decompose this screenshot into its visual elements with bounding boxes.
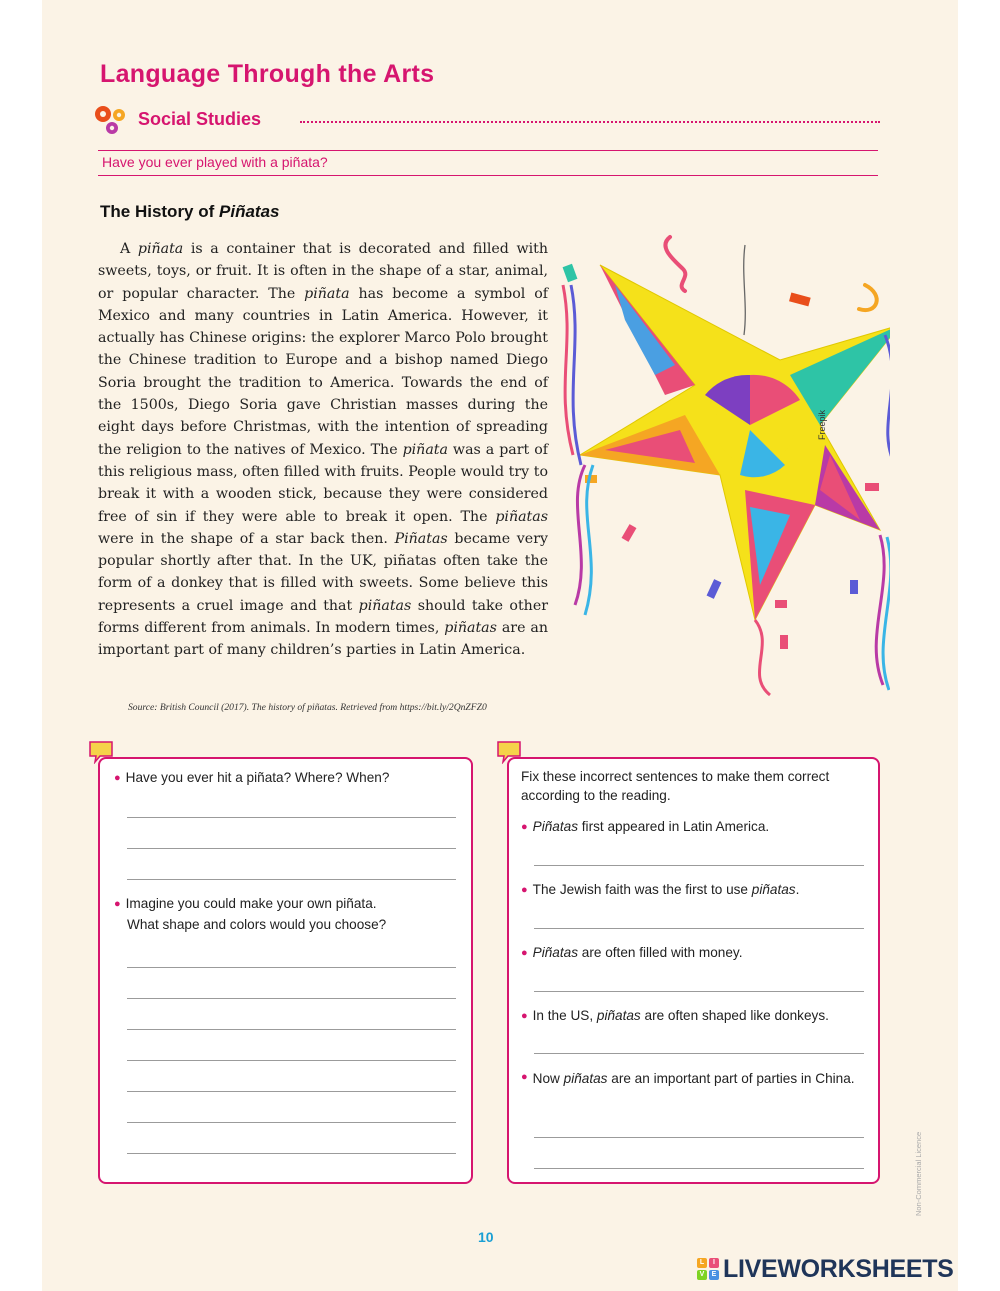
- correction-text-part: are often shaped like donkeys.: [640, 1008, 829, 1023]
- licence-note: Non-Commercial Licence: [914, 1131, 923, 1216]
- answer-line[interactable]: [127, 998, 456, 999]
- correction-item-text: [533, 1008, 829, 1023]
- logo-tile: L: [697, 1258, 707, 1268]
- article-text-part: piñatas: [444, 620, 497, 637]
- correction-item-text: [533, 882, 800, 897]
- article-text-part: is a container that is decorated and filled with sweets, toys, or fruit. It is often in the shape of a star, animal, or popular character. The: [98, 241, 548, 302]
- correction-item-text: [533, 945, 743, 960]
- logo-tiles-icon: [697, 1258, 719, 1280]
- correction-item-text: [533, 1069, 855, 1088]
- answer-line[interactable]: [534, 1137, 864, 1138]
- article-text-part: Piñatas: [394, 530, 448, 547]
- answer-line[interactable]: [534, 928, 864, 929]
- correction-text-part: Piñatas: [532, 819, 578, 834]
- page-number: 10: [478, 1229, 494, 1245]
- bullet-icon: ●: [521, 1010, 528, 1022]
- answer-line[interactable]: [127, 1122, 456, 1123]
- discussion-question-2-line-2: What shape and colors would you choose?: [127, 917, 387, 932]
- logo-tile: E: [709, 1270, 719, 1280]
- lead-question: Have you ever played with a piñata?: [102, 154, 328, 170]
- article-body: [98, 238, 548, 662]
- correction-text-part: In the US,: [532, 1008, 597, 1023]
- discussion-question-2-line-1: Imagine you could make your own piñata.: [125, 896, 377, 911]
- answer-line[interactable]: [127, 1060, 456, 1061]
- answer-line[interactable]: [127, 848, 456, 849]
- logo-tile: I: [709, 1258, 719, 1268]
- liveworksheets-logo[interactable]: [697, 1253, 954, 1285]
- correction-text-part: Now: [532, 1071, 564, 1086]
- article-text-part: piñata: [137, 241, 184, 257]
- article-source: Source: British Council (2017). The history of piñatas. Retrieved from https://bit.ly/2QnZFZ0: [128, 702, 487, 713]
- bullet-icon: ●: [114, 772, 121, 784]
- logo-tile: V: [697, 1270, 707, 1280]
- image-credit: Freepik: [817, 409, 827, 440]
- article-text-part: was a part of this religious mass, often filled with fruits. People would try to break it with a wooden stick, because they were considered free of sin if they were able to break it open. The: [98, 441, 548, 525]
- dotted-divider: [300, 121, 880, 123]
- article-paragraph: [98, 238, 548, 662]
- bullet-icon: ●: [521, 1071, 528, 1083]
- answer-line[interactable]: [127, 1029, 456, 1030]
- correction-item: [521, 1006, 829, 1027]
- correction-item: [521, 1069, 866, 1088]
- bullet-icon: ●: [114, 898, 121, 910]
- answer-line[interactable]: [127, 967, 456, 968]
- correction-text-part: The Jewish faith was the first to use: [532, 882, 752, 897]
- article-title-italic: Piñatas: [219, 202, 280, 221]
- gears-icon: [92, 103, 132, 137]
- correction-text-part: are an important part of parties in China.: [607, 1071, 855, 1086]
- correction-text-part: piñatas: [563, 1071, 608, 1086]
- lead-question-band: [98, 150, 878, 176]
- bullet-icon: ●: [521, 947, 528, 959]
- logo-text: LIVEWORKSHEETS: [723, 1254, 954, 1283]
- article-text-part: has become a symbol of Mexico and many countries in Latin America. However, it actually has Chinese origins: the explorer Marco Polo brought the Chinese tradition to Europe and a bishop named Diego Soria brought the tradition to America. Towards the end of the 1500s, Diego Soria gave Christian masses during the eight days before Christmas, with the intention of spreading the religion to the natives of Mexico. The: [98, 285, 548, 458]
- correction-item: [521, 880, 799, 901]
- correction-item: [521, 817, 769, 838]
- correction-instructions: [521, 767, 829, 805]
- article-text-part: piñata: [402, 441, 448, 458]
- answer-line[interactable]: [534, 1053, 864, 1054]
- instruction-line-2: according to the reading.: [521, 788, 671, 803]
- page-title: Language Through the Arts: [100, 60, 435, 88]
- answer-line[interactable]: [127, 1091, 456, 1092]
- correction-text-part: piñatas: [751, 882, 796, 897]
- correction-item-text: [533, 819, 770, 834]
- answer-line[interactable]: [127, 817, 456, 818]
- answer-line[interactable]: [534, 1168, 864, 1169]
- article-text-part: were in the shape of a star back then.: [98, 530, 395, 547]
- article-text-part: A: [120, 241, 138, 257]
- correction-text-part: are often filled with money.: [578, 945, 743, 960]
- correction-text-part: first appeared in Latin America.: [578, 819, 770, 834]
- answer-line[interactable]: [534, 991, 864, 992]
- bullet-icon: ●: [521, 821, 528, 833]
- discussion-question-1-text: Have you ever hit a piñata? Where? When?: [125, 770, 390, 785]
- correction-text-part: piñatas: [596, 1008, 641, 1023]
- discussion-box: [98, 757, 473, 1184]
- instruction-line-1: Fix these incorrect sentences to make them correct: [521, 769, 830, 784]
- article-text-part: should take other forms different from animals. In modern times,: [98, 597, 548, 637]
- answer-line[interactable]: [534, 865, 864, 866]
- article-text-part: are an important part of many children’s parties in Latin America.: [98, 620, 548, 659]
- answer-line[interactable]: [127, 1153, 456, 1154]
- article-text-part: piñatas: [495, 508, 548, 525]
- article-text-part: piñatas: [358, 597, 412, 614]
- correction-item: [521, 943, 742, 964]
- correction-text-part: .: [795, 882, 800, 897]
- correction-text-part: Piñatas: [532, 945, 578, 960]
- article-title-prefix: The History of: [100, 202, 220, 221]
- article-text-part: became very popular shortly after that. In the UK, piñatas often take the form of a donkey that is filled with sweets. Some believe this represents a cruel image and that: [98, 530, 548, 614]
- section-subject: Social Studies: [138, 109, 262, 129]
- star-pinata-illustration: [545, 225, 890, 705]
- article-text-part: piñata: [304, 285, 350, 302]
- discussion-question-2: [114, 894, 386, 934]
- bullet-icon: ●: [521, 884, 528, 896]
- answer-line[interactable]: [127, 879, 456, 880]
- discussion-question-1: [114, 768, 389, 789]
- article-title: [100, 202, 280, 222]
